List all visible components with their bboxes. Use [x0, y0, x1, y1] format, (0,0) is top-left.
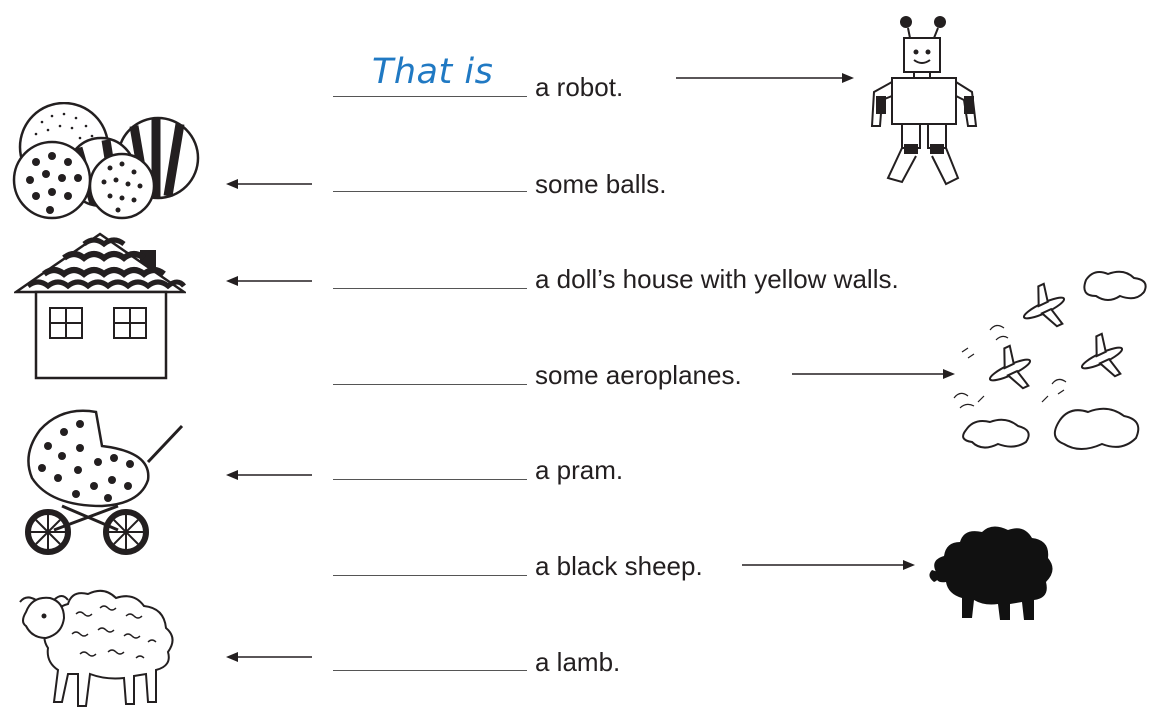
answer-blank-7[interactable]: [333, 670, 527, 671]
sentence-robot: a robot.: [535, 72, 624, 102]
answer-blank-2[interactable]: [333, 191, 527, 192]
answer-blank-5[interactable]: [333, 479, 527, 480]
sentence-house: a doll’s house with yellow walls.: [535, 264, 899, 294]
sentence-black-sheep: a black sheep.: [535, 551, 703, 581]
arrow-right-icon: [792, 366, 957, 382]
sentence-balls: some balls.: [535, 169, 667, 199]
answer-blank-6[interactable]: [333, 575, 527, 576]
balls-picture: [6, 102, 202, 220]
lamb-picture: [16, 582, 182, 708]
black-sheep-picture: [926, 520, 1060, 624]
robot-picture: [858, 8, 983, 188]
arrow-left-icon: [226, 649, 314, 665]
aeroplanes-picture: [944, 262, 1154, 470]
example-answer: That is: [372, 52, 494, 92]
arrow-left-icon: [226, 467, 314, 483]
arrow-left-icon: [226, 273, 314, 289]
sentence-aeroplanes: some aeroplanes.: [535, 360, 742, 390]
arrow-left-icon: [226, 176, 314, 192]
pram-picture: [22, 402, 184, 558]
sentence-lamb: a lamb.: [535, 647, 621, 677]
sentence-pram: a pram.: [535, 455, 624, 485]
house-picture: [14, 230, 186, 382]
answer-blank-3[interactable]: [333, 288, 527, 289]
arrow-right-icon: [742, 557, 917, 573]
answer-blank-4[interactable]: [333, 384, 527, 385]
arrow-right-icon: [676, 70, 856, 86]
answer-blank-1[interactable]: [333, 96, 527, 97]
